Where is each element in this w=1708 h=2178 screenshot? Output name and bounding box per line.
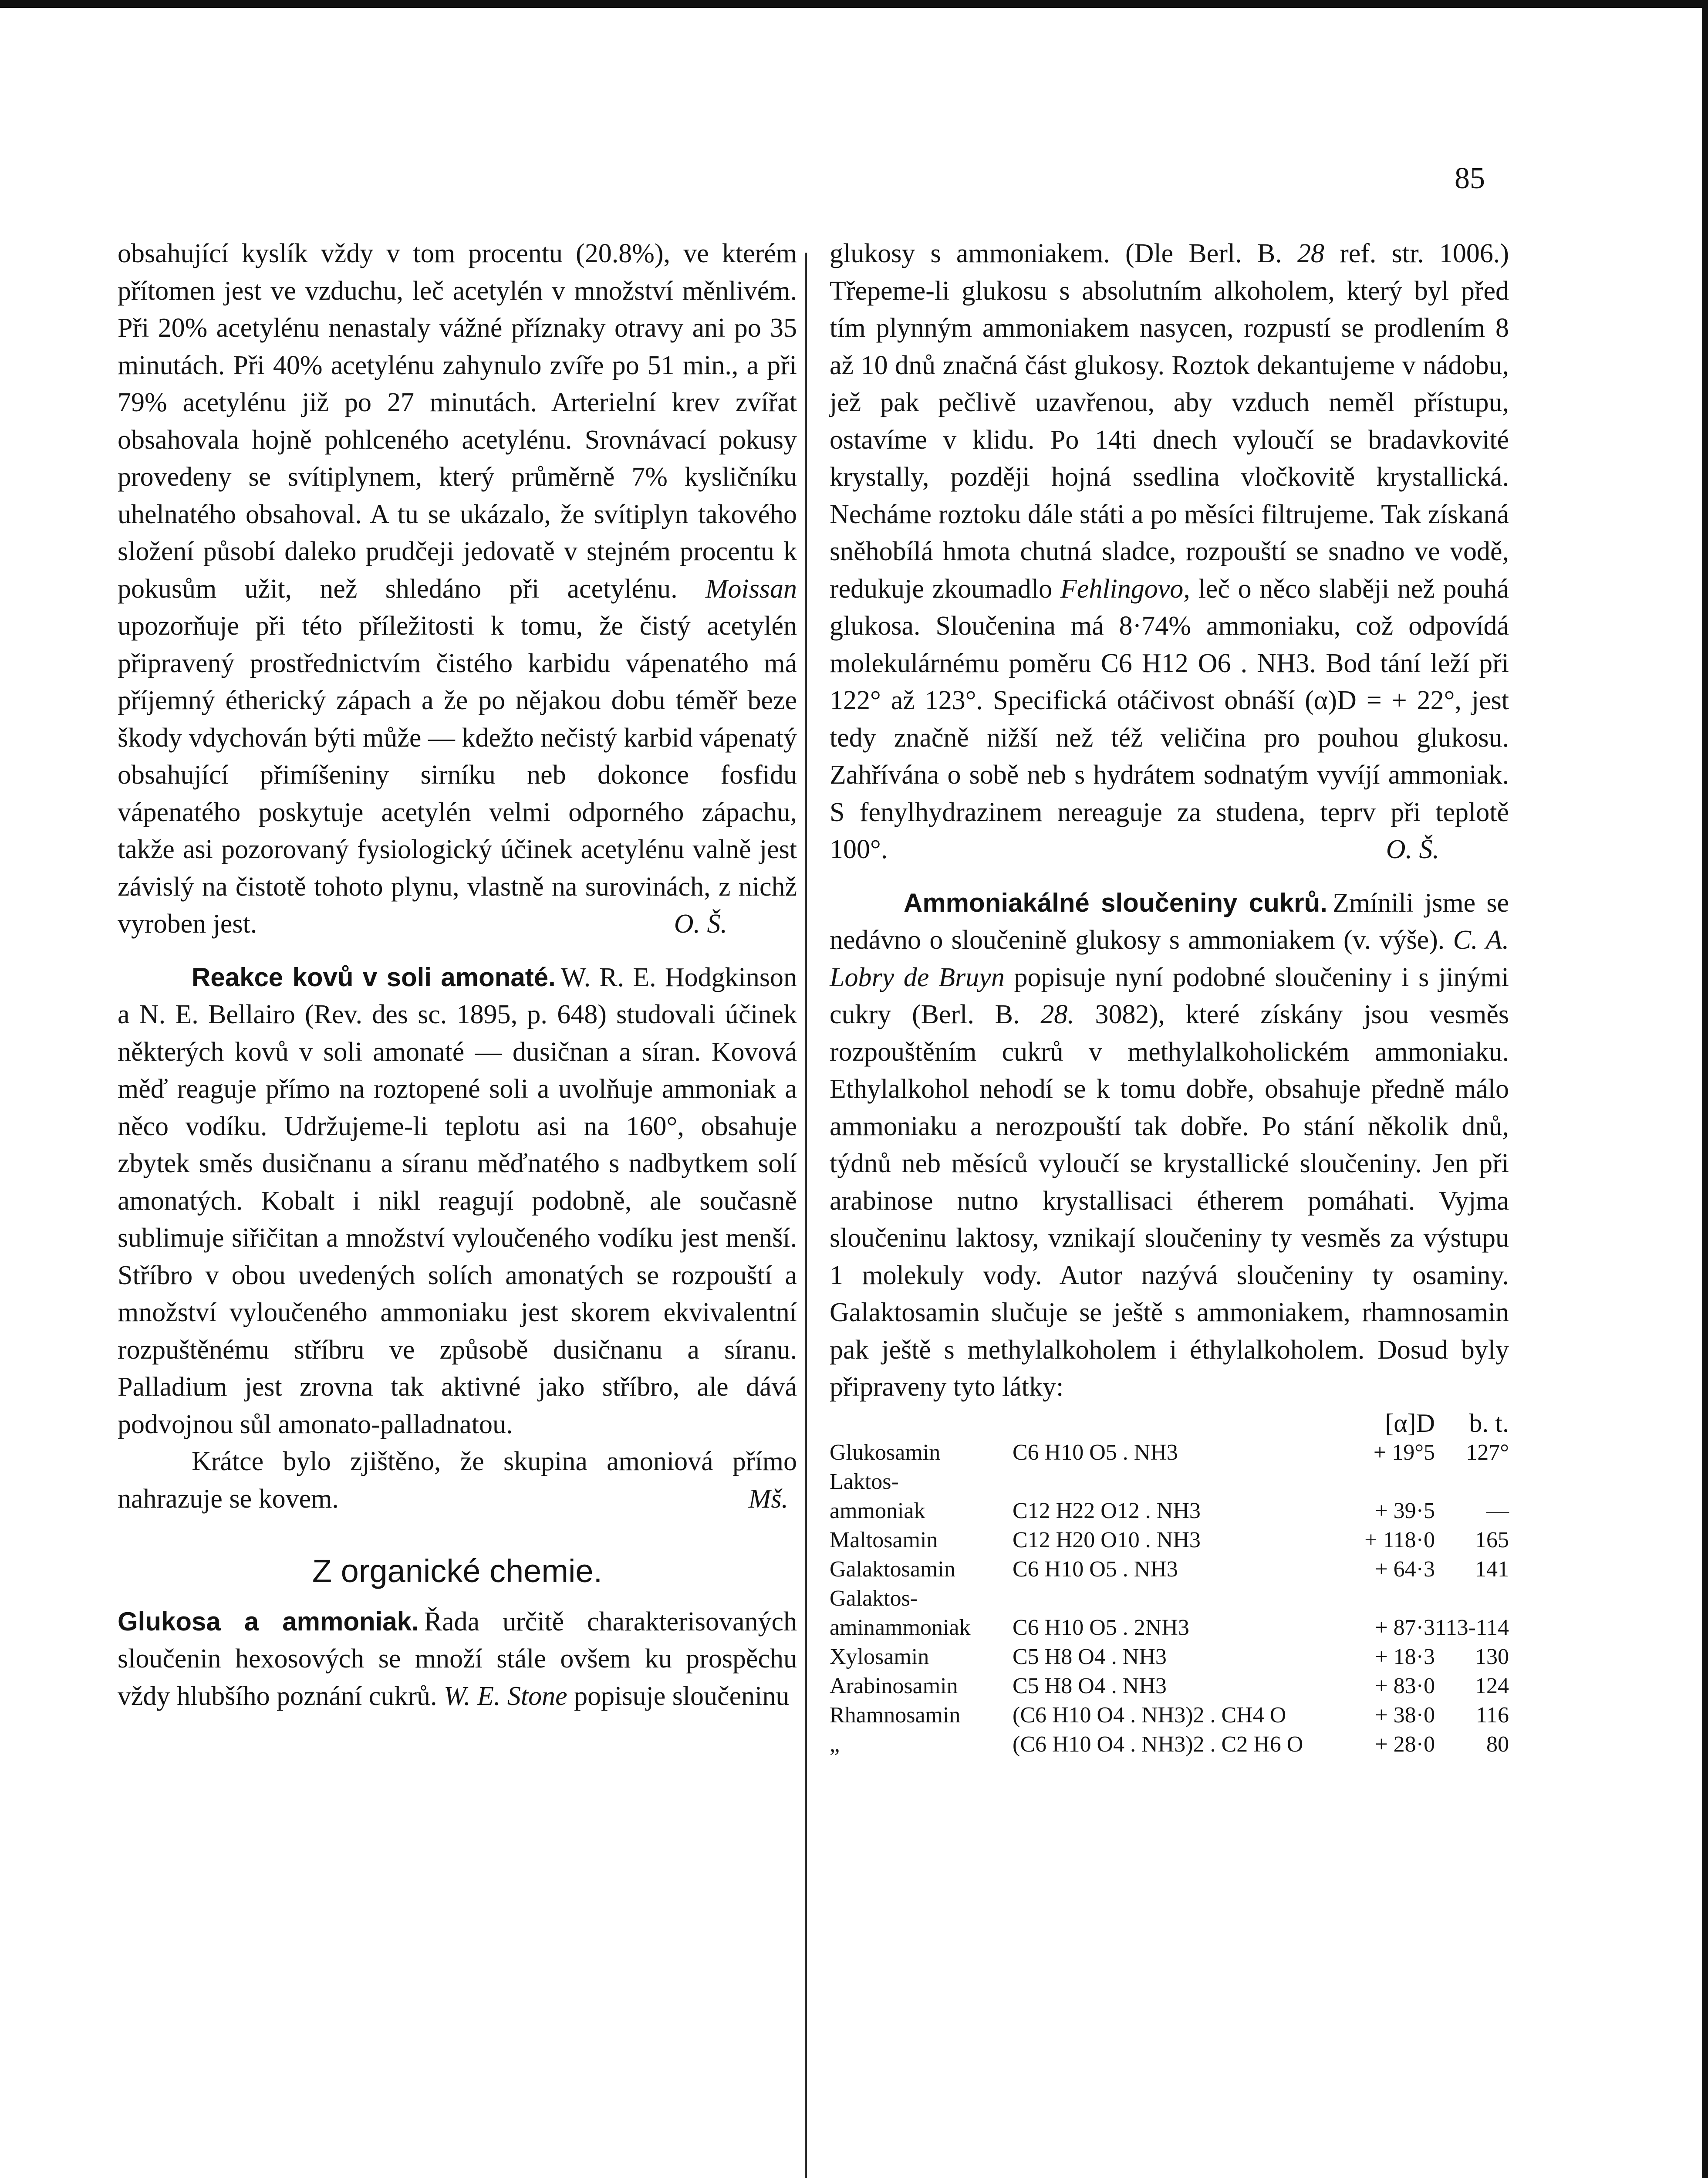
text: leč o něco slaběji než pouhá glukosa. Sloučenina má 8·74% ammoniaku, což odpovídá molekulárnému poměru C6 H12 O6 . NH3. Bod tání leží při 122° až 123°. Specifická otáčivost obnáší (α)D = + 22°, jest tedy značně nižší než též veličina pro pouhou glukosu. Zahřívána o sobě neb s hydrátem sodnatým vyvíjí ammoniak. S fenylhydrazinem nereaguje za studena, teprv při teplotě 100°. <box>830 574 1509 864</box>
compound-name: Galaktos- <box>830 1586 918 1611</box>
compound-formula <box>1013 1467 1326 1496</box>
table-row <box>830 1730 1509 1759</box>
paragraph-acetylene <box>118 235 797 943</box>
text: ref. str. 1006.) Třepeme-li glukosu s absolutním alkoholem, který byl před tím plynným ammoniakem nasycen, rozpustí se prodlením 8 až 10 dnů značná část glukosy. Roztok dekantujeme v nádobu, jež pak pečlivě uzavřenou, aby vzduch neměl přístupu, ostavíme v klidu. Po 14ti dnech vyloučí se bradavkovité krystally, později hojná ssedlina vločkovitě krystallická. Necháme roztoku dále státi a po měsíci filtrujeme. Tak získaná sněhobílá hmota chutná sladce, rozpouští se snadno ve vodě, redukuje zkoumadlo <box>830 239 1509 604</box>
header-rotation: [α]D <box>1385 1408 1435 1437</box>
compound-formula: (C6 H10 O4 . NH3)2 . CH4 O <box>1013 1702 1286 1728</box>
compound-formula: C6 H10 O5 . NH3 <box>1013 1556 1178 1582</box>
author-signature: Mš. <box>748 1484 788 1514</box>
header-melting-point: b. t. <box>1469 1408 1509 1437</box>
specific-rotation: + 19°5 <box>1373 1440 1435 1465</box>
compound-formula: C6 H10 O5 . 2NH3 <box>1013 1615 1189 1640</box>
column-divider <box>805 253 807 2178</box>
text: obsahující kyslík vždy v tom procentu (20.8%), ve kterém přítomen jest ve vzduchu, leč acetylén v množství měnlivém. Při 20% acetylénu nenastaly vážné příznaky otravy ani po 35 minutách. Při 40% acetylénu zahynulo zvíře po 51 min., a při 79% acetylénu již po 27 minutách. Arterielní krev zvířat obsahovala hojně pohlceného acetylénu. Srovnávací pokusy provedeny se svítiplynem, který průměrně 7% kysličníku uhelnatého obsahoval. A tu se ukázalo, že svítiplyn takového složení působí daleko prudčeji jedovatě v stejném procentu k pokusům užit, než shledáno při acetylénu. <box>118 239 797 604</box>
specific-rotation: + 18·3 <box>1375 1644 1435 1669</box>
compound-formula: (C6 H10 O4 . NH3)2 . C2 H6 O <box>1013 1732 1303 1757</box>
text: 3082), které získány jsou vesměs rozpouštěním cukrů v methylalkoholickém ammoniaku. Ethylalkohol nehodí se k tomu dobře, obsahuje předně málo ammoniaku a nerozpouští tak dobře. Po stání několik dnů, týdnů neb měsíců vyloučí se krystallické sloučeniny. Jen při arabinose nutno krystallisaci étherem pomáhati. Vyjma sloučeninu laktosy, vznikají sloučeniny ty vesměs za výstupu 1 molekuly vody. Autor nazývá sloučeniny ty osaminy. Galaktosamin slučuje se ještě s ammoniakem, rhamnosamin pak ještě s methylalkoholem i éthylalkoholem. Dosud byly připraveny tyto látky: <box>830 1000 1509 1402</box>
specific-rotation: + 39·5 <box>1375 1498 1435 1523</box>
compound-name: Arabinosamin <box>830 1673 958 1698</box>
table-row <box>830 1438 1509 1467</box>
table-row <box>830 1467 1509 1496</box>
compound-name: „ <box>830 1732 840 1757</box>
spacer <box>118 943 797 959</box>
table-row <box>830 1555 1509 1584</box>
section-metals-ammonium-salts <box>118 959 797 1444</box>
specific-rotation <box>1326 1467 1435 1496</box>
table-row <box>830 1671 1509 1701</box>
compound-name: Xylosamin <box>830 1644 929 1669</box>
section-heading: Ammoniakálné sloučeniny cukrů. <box>904 888 1327 917</box>
author-signature: O. Š. <box>1386 835 1439 864</box>
specific-rotation: + 38·0 <box>1375 1702 1435 1728</box>
text: popisuje nyní podobné sloučeniny i s jinými cukry (Berl. B. <box>830 962 1509 1029</box>
table-row <box>830 1701 1509 1730</box>
table-row <box>830 1642 1509 1671</box>
specific-rotation <box>1326 1584 1435 1613</box>
compound-name: Rhamnosamin <box>830 1702 961 1728</box>
paragraph-conclusion <box>118 1443 797 1518</box>
osamine-table <box>830 1409 1509 1759</box>
text: Zmínili jsme se nedávno o sloučenině glukosy s ammoniakem (v. výše). <box>830 888 1509 955</box>
compound-formula: C5 H8 O4 . NH3 <box>1013 1673 1167 1698</box>
reagent-name: Fehlingovo, <box>1060 574 1190 604</box>
melting-point: 124 <box>1475 1673 1509 1698</box>
table-row <box>830 1584 1509 1613</box>
melting-point <box>1435 1467 1509 1496</box>
section-ammoniacal-sugar-compounds <box>830 884 1509 1406</box>
compound-formula: C12 H20 O10 . NH3 <box>1013 1527 1201 1552</box>
specific-rotation: + 87·3 <box>1375 1615 1435 1640</box>
author-signature: O. Š. <box>674 909 727 939</box>
compound-formula: C12 H22 O12 . NH3 <box>1013 1498 1201 1523</box>
text: W. R. E. Hodgkinson a N. E. Bellairo (Rev. des sc. 1895, p. 648) studovali účinek některých kovů v soli amonaté — dusičnan a síran. Kovová měď reaguje přímo na roztopené soli a uvolňuje ammoniak a něco vodíku. Udržujeme-li teplotu asi na 160°, obsahuje zbytek směs dusičnanu a síranu měďnatého s nadbytkem solí amonatých. Kobalt i nikl reagují podobně, ale současně sublimuje siřičitan a množství vyloučeného vodíku jest menší. Stříbro v obou uvedených solích amonatých se rozpouští a množství vyloučeného ammoniaku jest skorem ekvivalentní rozpuštěnému stříbru ve způsobě dusičnanu a síranu. Palladium jest zrovna tak aktivné jako stříbro, ale dává podvojnou sůl amonato-palladnatou. <box>118 962 797 1439</box>
author-name: C. A. Lobry de Bruyn <box>830 925 1509 992</box>
melting-point: 165 <box>1475 1527 1509 1552</box>
page-number: 85 <box>1455 162 1485 195</box>
text: glukosy s ammoniakem. (Dle Berl. B. <box>830 239 1282 268</box>
reference-number: 28. <box>1040 1000 1074 1029</box>
chapter-title: Z organické chemie. <box>312 1553 603 1589</box>
text: popisuje sloučeninu <box>574 1681 790 1711</box>
spacer <box>830 869 1509 884</box>
compound-name: Maltosamin <box>830 1527 938 1552</box>
table-row <box>830 1525 1509 1555</box>
author-name: Moissan <box>705 574 797 604</box>
section-heading: Glukosa a ammoniak. <box>118 1606 419 1636</box>
compound-formula: C5 H8 O4 . NH3 <box>1013 1644 1167 1669</box>
specific-rotation: + 64·3 <box>1375 1556 1435 1582</box>
melting-point: 80 <box>1486 1732 1509 1757</box>
right-column <box>830 235 1509 1759</box>
section-glucose-ammonia <box>118 1603 797 1715</box>
author-name: W. E. Stone <box>444 1681 567 1711</box>
melting-point: 141 <box>1475 1556 1509 1582</box>
melting-point: 116 <box>1475 1702 1509 1728</box>
text: Řada určitě charakterisovaných sloučenin hexosových se množí stále ovšem ku prospěchu vždy hlubšího poznání cukrů. <box>118 1606 797 1711</box>
compound-name: aminammoniak <box>830 1615 971 1640</box>
specific-rotation: + 28·0 <box>1375 1732 1435 1757</box>
text: Krátce bylo zjištěno, že skupina amoniová přímo nahrazuje se kovem. <box>118 1447 797 1514</box>
table-row <box>830 1613 1509 1642</box>
text: upozorňuje při této příležitosti k tomu, že čistý acetylén připravený prostřednictvím čistého karbidu vápenatého má příjemný étherický zápach a že po nějakou dobu téměř beze škody vdychován býti může — kdežto nečistý karbid vápenatý obsahující přimíšeniny sirníku neb dokonce fosfidu vápenatého poskytuje acetylén velmi odporného zápachu, takže asi pozorovaný fysiologický účinek acetylénu valně jest závislý na čistotě tohoto plynu, vlastně na surovinách, z nichž vyroben jest. <box>118 611 797 939</box>
reference-number: 28 <box>1297 239 1324 268</box>
melting-point: 113-114 <box>1435 1615 1509 1640</box>
melting-point: 130 <box>1475 1644 1509 1669</box>
specific-rotation: + 118·0 <box>1364 1527 1435 1552</box>
compound-name: Glukosamin <box>830 1440 941 1465</box>
melting-point <box>1435 1584 1509 1613</box>
scan-border-right <box>1702 0 1708 2178</box>
melting-point: 127° <box>1466 1440 1509 1465</box>
paragraph-glucose-continued <box>830 235 1509 869</box>
melting-point: — <box>1486 1498 1509 1523</box>
table-row <box>830 1496 1509 1525</box>
compound-name: ammoniak <box>830 1498 925 1523</box>
compound-name: Galaktosamin <box>830 1556 955 1582</box>
compound-formula: C6 H10 O5 . NH3 <box>1013 1440 1178 1465</box>
compound-name: Laktos- <box>830 1469 899 1494</box>
table-header-row <box>830 1409 1509 1438</box>
compound-formula <box>1013 1584 1326 1613</box>
scan-border-top <box>0 0 1708 8</box>
specific-rotation: + 83·0 <box>1375 1673 1435 1698</box>
section-heading: Reakce kovů v soli amonaté. <box>192 962 556 992</box>
left-column <box>118 235 797 1715</box>
